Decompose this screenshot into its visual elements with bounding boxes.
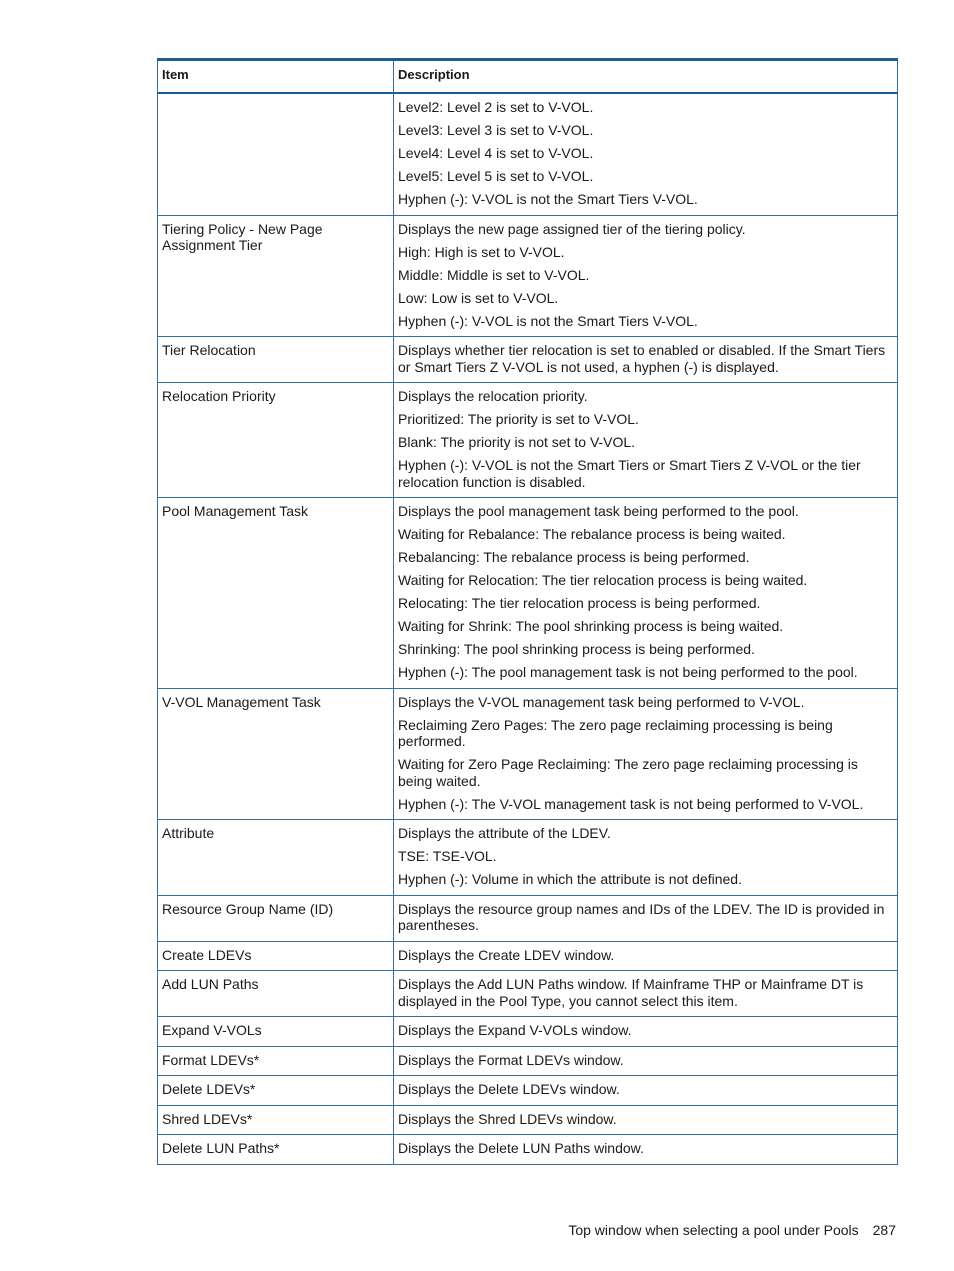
item-cell: Pool Management Task bbox=[158, 498, 394, 689]
page-number: 287 bbox=[872, 1222, 896, 1238]
description-line: TSE: TSE-VOL. bbox=[398, 848, 497, 864]
description-line: Hyphen (-): V-VOL is not the Smart Tiers V-VOL. bbox=[398, 191, 698, 207]
table-body bbox=[158, 93, 898, 1164]
description-cell bbox=[394, 498, 898, 689]
description-cell bbox=[394, 1135, 898, 1165]
item-cell: Expand V-VOLs bbox=[158, 1017, 394, 1047]
description-cell bbox=[394, 941, 898, 971]
description-cell bbox=[394, 1017, 898, 1047]
description-line: Relocating: The tier relocation process is being performed. bbox=[398, 595, 761, 611]
header-description: Description bbox=[394, 60, 898, 94]
description-cell bbox=[394, 337, 898, 383]
description-line: Waiting for Shrink: The pool shrinking process is being waited. bbox=[398, 618, 784, 634]
description-line: Waiting for Relocation: The tier relocation process is being waited. bbox=[398, 572, 808, 588]
table-row bbox=[158, 383, 898, 498]
description-line: Displays the Format LDEVs window. bbox=[398, 1051, 624, 1068]
table-row bbox=[158, 895, 898, 941]
description-line: Displays the V-VOL management task being performed to V-VOL. bbox=[398, 693, 805, 710]
table-row bbox=[158, 941, 898, 971]
description-line: High: High is set to V-VOL. bbox=[398, 243, 565, 260]
table-row bbox=[158, 215, 898, 337]
description-line: Reclaiming Zero Pages: The zero page reclaiming processing is being performed. bbox=[398, 716, 833, 749]
description-line: Middle: Middle is set to V-VOL. bbox=[398, 266, 590, 283]
description-line: Displays the pool management task being performed to the pool. bbox=[398, 503, 799, 519]
description-line: Waiting for Rebalance: The rebalance process is being waited. bbox=[398, 526, 786, 542]
table-row bbox=[158, 1135, 898, 1165]
description-line: Displays the Delete LUN Paths window. bbox=[398, 1140, 644, 1156]
description-line: Level2: Level 2 is set to V-VOL. bbox=[398, 99, 594, 115]
table-row bbox=[158, 971, 898, 1017]
description-cell bbox=[394, 215, 898, 337]
description-cell bbox=[394, 1046, 898, 1076]
table-row bbox=[158, 820, 898, 896]
description-line: Displays the Expand V-VOLs window. bbox=[398, 1022, 632, 1038]
description-line: Displays the Delete LDEVs window. bbox=[398, 1081, 620, 1097]
item-cell: Relocation Priority bbox=[158, 383, 394, 498]
description-line: Hyphen (-): Volume in which the attribute is not defined. bbox=[398, 871, 742, 887]
description-cell bbox=[394, 895, 898, 941]
description-line: Hyphen (-): The V-VOL management task is not being performed to V-VOL. bbox=[398, 795, 864, 812]
description-cell bbox=[394, 93, 898, 215]
description-line: Displays the Add LUN Paths window. If Mainframe THP or Mainframe DT is displayed in the Pool Type, you cannot select this item. bbox=[398, 976, 864, 1009]
description-line: Level3: Level 3 is set to V-VOL. bbox=[398, 122, 594, 138]
description-line: Rebalancing: The rebalance process is being performed. bbox=[398, 549, 750, 565]
description-line: Waiting for Zero Page Reclaiming: The zero page reclaiming processing is being waited. bbox=[398, 756, 858, 789]
table-row bbox=[158, 498, 898, 689]
description-line: Low: Low is set to V-VOL. bbox=[398, 289, 559, 306]
table-header-row bbox=[158, 60, 898, 94]
table-row bbox=[158, 1017, 898, 1047]
page-footer bbox=[568, 1222, 896, 1238]
description-table bbox=[157, 58, 898, 1165]
item-cell: Resource Group Name (ID) bbox=[158, 895, 394, 941]
description-line: Displays the resource group names and IDs of the LDEV. The ID is provided in parentheses. bbox=[398, 900, 885, 933]
description-cell bbox=[394, 820, 898, 896]
description-line: Displays the attribute of the LDEV. bbox=[398, 825, 611, 841]
table-row bbox=[158, 337, 898, 383]
item-cell: V-VOL Management Task bbox=[158, 688, 394, 820]
description-line: Shrinking: The pool shrinking process is being performed. bbox=[398, 641, 755, 657]
item-cell: Tier Relocation bbox=[158, 337, 394, 383]
description-cell bbox=[394, 383, 898, 498]
item-cell: Tiering Policy - New Page Assignment Tier bbox=[158, 215, 394, 337]
item-cell: Add LUN Paths bbox=[158, 971, 394, 1017]
description-line: Displays whether tier relocation is set to enabled or disabled. If the Smart Tiers or Smart Tiers Z V-VOL is not used, a hyphen (-) is displayed. bbox=[398, 342, 886, 375]
description-line: Displays the relocation priority. bbox=[398, 388, 588, 404]
item-cell: Shred LDEVs* bbox=[158, 1105, 394, 1135]
description-line: Displays the Shred LDEVs window. bbox=[398, 1110, 617, 1127]
description-cell bbox=[394, 688, 898, 820]
description-line: Prioritized: The priority is set to V-VOL. bbox=[398, 411, 639, 427]
description-line: Level5: Level 5 is set to V-VOL. bbox=[398, 168, 594, 184]
footer-section-title: Top window when selecting a pool under Pools bbox=[568, 1222, 859, 1238]
description-line: Displays the new page assigned tier of the tiering policy. bbox=[398, 220, 746, 237]
description-line: Hyphen (-): V-VOL is not the Smart Tiers V-VOL. bbox=[398, 312, 698, 329]
description-line: Displays the Create LDEV window. bbox=[398, 946, 615, 963]
header-item: Item bbox=[158, 60, 394, 94]
item-cell: Delete LDEVs* bbox=[158, 1076, 394, 1106]
table-row bbox=[158, 1076, 898, 1106]
table-row bbox=[158, 1105, 898, 1135]
description-cell bbox=[394, 1105, 898, 1135]
description-line: Blank: The priority is not set to V-VOL. bbox=[398, 434, 636, 450]
description-cell bbox=[394, 1076, 898, 1106]
table-row bbox=[158, 93, 898, 215]
description-line: Hyphen (-): The pool management task is not being performed to the pool. bbox=[398, 664, 858, 680]
item-cell: Delete LUN Paths* bbox=[158, 1135, 394, 1165]
item-cell bbox=[158, 93, 394, 215]
description-cell bbox=[394, 971, 898, 1017]
item-cell: Create LDEVs bbox=[158, 941, 394, 971]
item-cell: Format LDEVs* bbox=[158, 1046, 394, 1076]
description-line: Hyphen (-): V-VOL is not the Smart Tiers or Smart Tiers Z V-VOL or the tier relocation function is disabled. bbox=[398, 457, 861, 490]
table-row bbox=[158, 688, 898, 820]
item-cell: Attribute bbox=[158, 820, 394, 896]
description-line: Level4: Level 4 is set to V-VOL. bbox=[398, 145, 594, 161]
table-row bbox=[158, 1046, 898, 1076]
